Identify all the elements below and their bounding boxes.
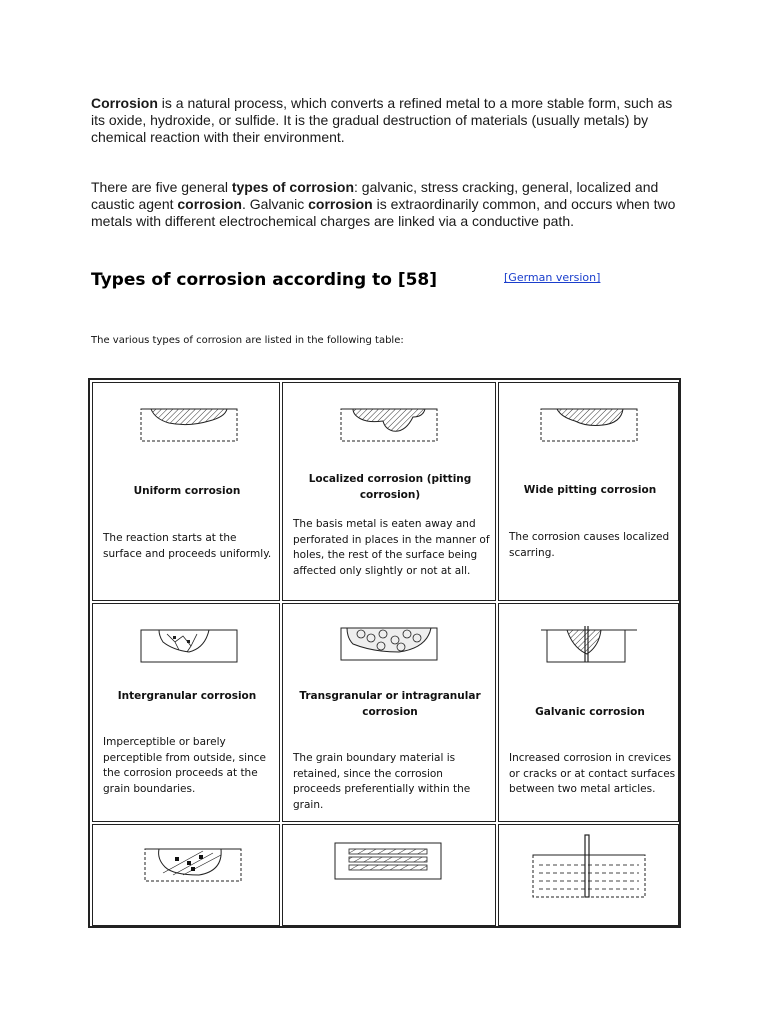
p2-text-2: : galvanic, stress cracking, general, localized and caustic agent [91,179,659,212]
cell-title: Galvanic corrosion [535,706,645,718]
cell-description: Imperceptible or barely perceptible from outside, since the corrosion proceeds at the grain boundaries. [103,736,266,795]
cell-title: Localized corrosion (pitting corrosion) [308,473,472,501]
cell-row3-1 [92,824,280,926]
cell-description: The corrosion causes localized scarring. [509,531,670,559]
cell-localized-corrosion [282,382,496,601]
transgranular-diagram [339,622,439,664]
corrosion-types-table [88,378,681,928]
intro-paragraph-1 [91,95,681,146]
cell-description: The grain boundary material is retained, since the corrosion proceeds preferentially within the grain. [293,752,471,811]
intergranular-diagram [139,624,239,664]
p2-text-4: is extraordinarily common, and occurs when two metals with different electrochemical charges are linked via a conductive path. [91,196,676,229]
uniform-corrosion-diagram [139,403,239,443]
corrosion-term: Corrosion [91,95,158,111]
intro-paragraph-1-text: is a natural process, which converts a refined metal to a more stable form, such as its oxide, hydroxide, or sulfide. It is the gradual destruction of materials (usually metals) by chemical reaction with their environment. [91,95,673,145]
cell-uniform-corrosion [92,382,280,601]
cell-row3-2 [282,824,496,926]
cell-description: The reaction starts at the surface and proceeds uniformly. [103,532,272,560]
wide-pitting-diagram [539,403,639,443]
galvanic-diagram [539,624,639,666]
cell-title: Wide pitting corrosion [523,484,657,496]
waterline-corrosion-diagram [529,833,649,901]
cell-title: Intergranular corrosion [117,690,257,702]
section-heading: Types of corrosion according to [58] [91,270,438,290]
german-version-link[interactable]: [German version] [504,271,601,284]
cell-title: Uniform corrosion [133,485,241,497]
cell-wide-pitting-corrosion [498,382,679,601]
pitting-corrosion-diagram [339,403,439,443]
cell-description: The basis metal is eaten away and perforated in places in the manner of holes, the rest of the surface being affected only slightly or not at all. [293,518,490,577]
table-intro: The various types of corrosion are listed in the following table: [91,335,404,346]
p2-bold-3: corrosion [308,196,373,212]
p2-text-3: . Galvanic [241,196,309,212]
cell-description: Increased corrosion in crevices or cracks or at contact surfaces between two metal articles. [509,752,676,795]
layer-corrosion-diagram [333,839,443,883]
cell-galvanic-corrosion [498,603,679,822]
dezincification-diagram [143,843,243,885]
p2-text-1: There are five general [91,179,232,195]
cell-row3-3 [498,824,679,926]
cell-title: Transgranular or intragranular corrosion [299,690,481,718]
p2-bold-2: corrosion [177,196,242,212]
cell-transgranular-corrosion [282,603,496,822]
intro-paragraph-2 [91,179,681,230]
cell-intergranular-corrosion [92,603,280,822]
p2-bold-1: types of corrosion [231,179,354,195]
